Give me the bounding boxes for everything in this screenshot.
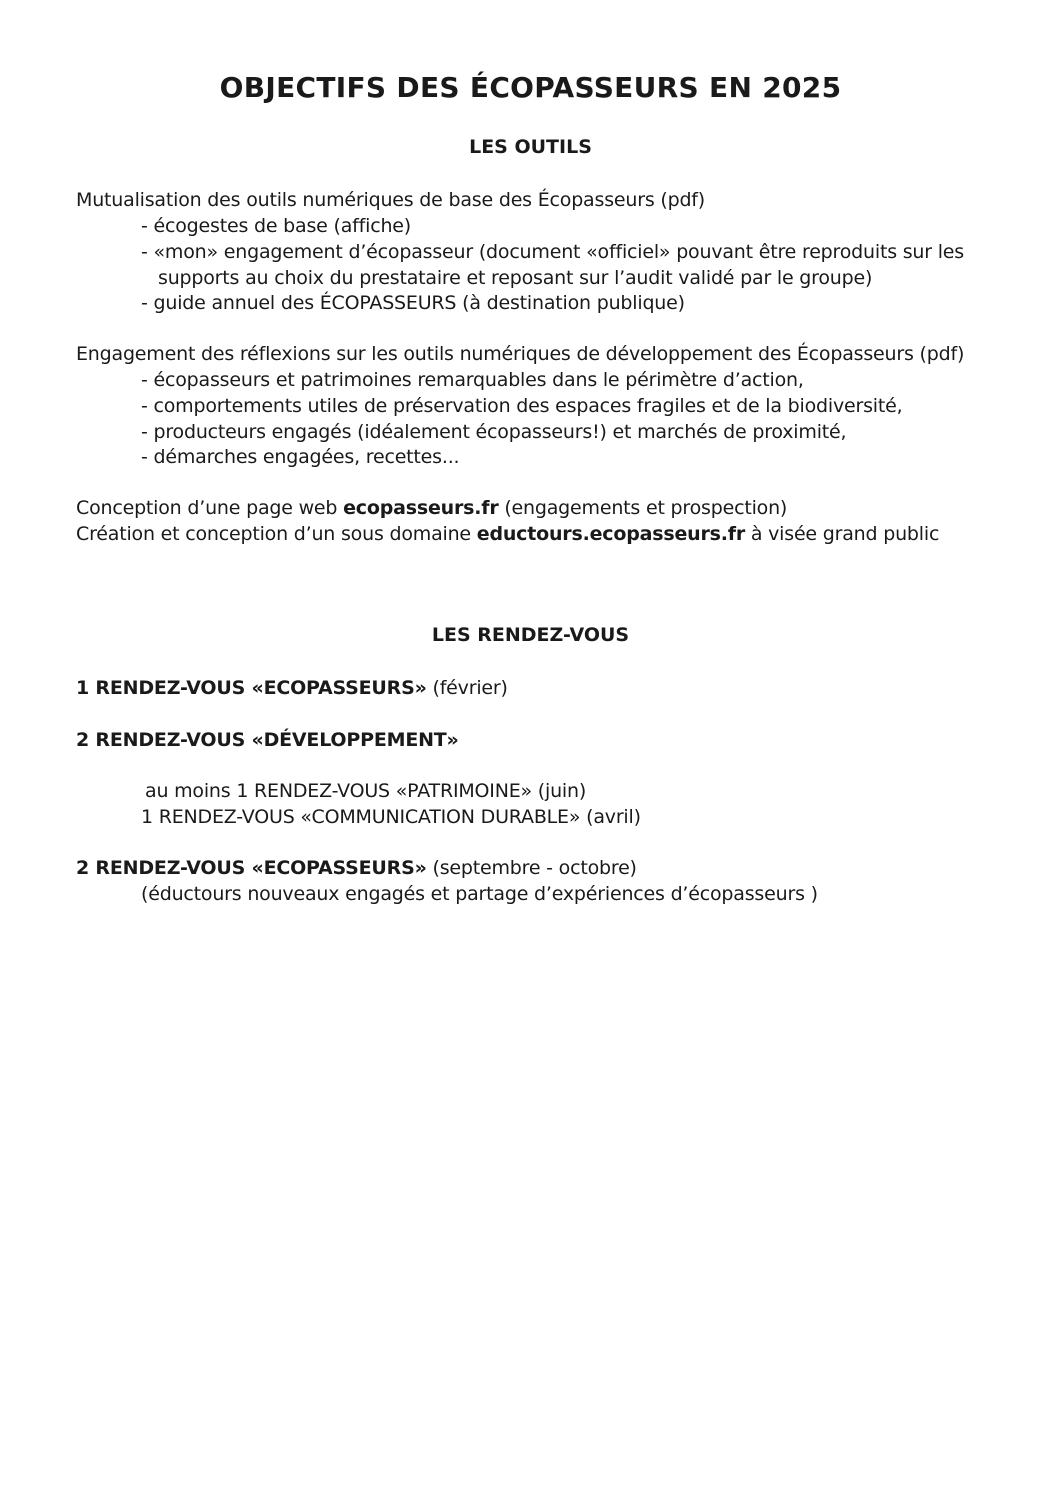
mutualisation-item: - «mon» engagement d’écopasseur (document «officiel» pouvant être reproduits sur les <box>141 241 964 263</box>
rdv-label: 2 RENDEZ-VOUS «ECOPASSEURS» <box>76 857 427 879</box>
web-page-text: Conception d’une page web <box>76 497 344 519</box>
rdv-sub-item: 1 RENDEZ-VOUS «COMMUNICATION DURABLE» (avril) <box>141 806 641 828</box>
mutualisation-item: - guide annuel des ÉCOPASSEURS (à destination publique) <box>141 292 685 314</box>
section-heading-rendezvous: LES RENDEZ-VOUS <box>431 624 630 646</box>
page-title: OBJECTIFS DES ÉCOPASSEURS EN 2025 <box>219 71 842 104</box>
mutualisation-item: - écogestes de base (affiche) <box>141 215 412 237</box>
rdv-date: (septembre - octobre) <box>426 857 637 879</box>
engagement-item: - comportements utiles de préservation des espaces fragiles et de la biodiversité, <box>141 395 903 417</box>
engagement-item: - démarches engagées, recettes... <box>141 446 460 468</box>
subdomain-name: eductours.ecopasseurs.fr <box>476 523 745 545</box>
rdv-date: (février) <box>426 677 508 699</box>
subdomain-line <box>76 521 939 547</box>
rdv-label: 2 RENDEZ-VOUS «DÉVELOPPEMENT» <box>76 729 459 751</box>
rdv-ecopasseurs-feb <box>76 675 508 701</box>
section-heading-outils: LES OUTILS <box>469 136 592 158</box>
mutualisation-intro: Mutualisation des outils numériques de base des Écopasseurs (pdf) <box>76 189 706 211</box>
subdomain-note: à visée grand public <box>745 523 940 545</box>
rdv-sub-item: au moins 1 RENDEZ-VOUS «PATRIMOINE» (juin) <box>145 780 587 802</box>
engagement-intro: Engagement des réflexions sur les outils numériques de développement des Écopasseurs (pdf) <box>76 343 965 365</box>
web-page-note: (engagements et prospection) <box>498 497 788 519</box>
engagement-item: - écopasseurs et patrimoines remarquables dans le périmètre d’action, <box>141 369 804 391</box>
rdv-ecopasseurs-autumn <box>76 855 637 881</box>
engagement-item: - producteurs engagés (idéalement écopasseurs!) et marchés de proximité, <box>141 421 847 443</box>
rdv-developpement <box>76 727 459 753</box>
subdomain-text: Création et conception d’un sous domaine <box>76 523 477 545</box>
web-page-line <box>76 495 787 521</box>
web-domain: ecopasseurs.fr <box>343 497 499 519</box>
rdv-label: 1 RENDEZ-VOUS «ECOPASSEURS» <box>76 677 427 699</box>
mutualisation-item-continuation: supports au choix du prestataire et reposant sur l’audit validé par le groupe) <box>158 267 873 289</box>
rdv-note: (éductours nouveaux engagés et partage d’expériences d’écopasseurs ) <box>141 883 818 905</box>
